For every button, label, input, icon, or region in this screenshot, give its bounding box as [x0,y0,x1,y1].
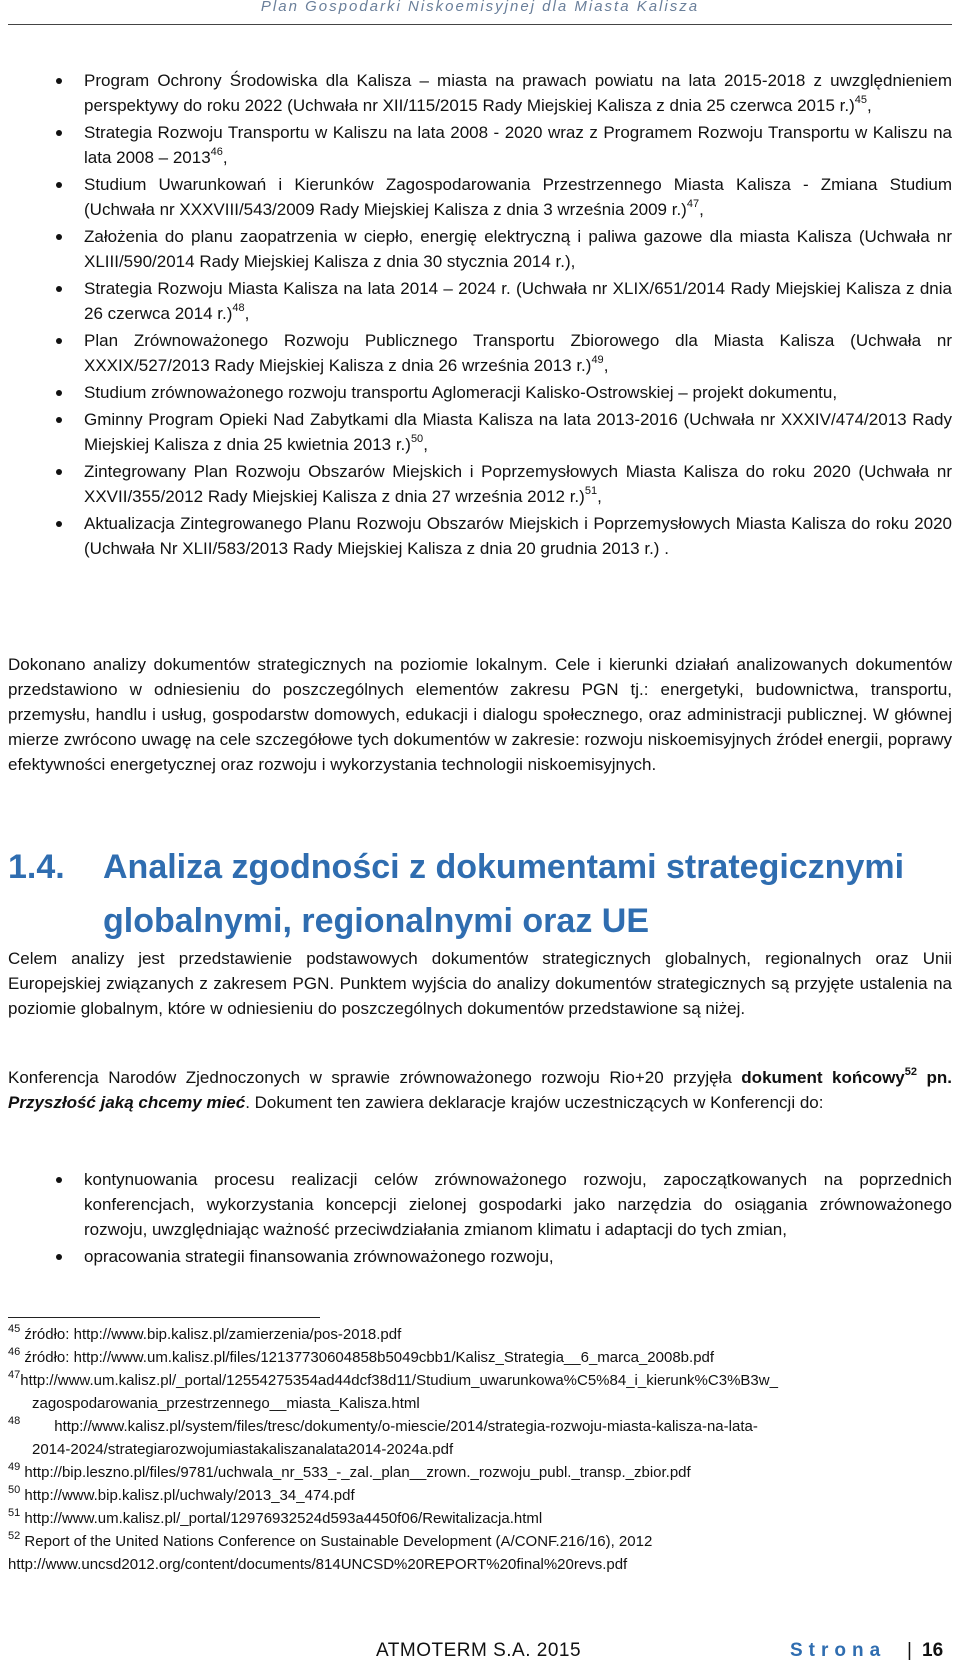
list-item [0,407,960,457]
footnote-number: 46 [8,1346,21,1358]
list-item-suffix: , [244,304,250,323]
footnote-text[interactable]: http://www.um.kalisz.pl/_portal/12554275354ad44dcf38d11/Studium_uwarunkowa%C5%84_i_kierunk%C3%B3w_ [20,1372,778,1389]
footnote [8,1323,952,1346]
list-item [0,328,960,378]
list-item [0,511,960,561]
footnote-text-continued[interactable]: 2014-2024/strategiarozwojumiastakaliszanalata2014-2024a.pdf [32,1441,454,1458]
footnote-ref[interactable]: 52 [904,1066,918,1078]
footnote-text[interactable]: źródło: http://www.um.kalisz.pl/files/12137730604858b5049cbb1/Kalisz_Strategia__6_marca_2008b.pdf [24,1349,715,1366]
footnote-text[interactable]: źródło: http://www.bip.kalisz.pl/zamierzenia/pos-2018.pdf [24,1326,402,1343]
footer-page-label: Strona [790,1640,887,1661]
list-item-text: Program Ochrony Środowiska dla Kalisza – miasta na prawach powiatu na lata 2015-2018 z uwzględnieniem perspektywy do roku 2022 (Uchwała nr XII/115/2015 Rady Miejskiej Kalisza z dnia 25 czerwca 2015 r.) [84,71,952,115]
list-item [0,276,960,326]
footnote-text[interactable]: http://www.um.kalisz.pl/_portal/12976932524d593a4450f06/Rewitalizacja.html [24,1510,543,1527]
list-item-suffix: , [699,200,704,219]
list-item [0,68,960,118]
footnote [8,1461,952,1484]
running-header-title: Plan Gospodarki Niskoemisyjnej dla Miasta Kalisza [260,0,700,15]
paragraph-rio [8,1065,952,1115]
footnote-ref[interactable]: 47 [686,198,700,210]
list-item [0,120,960,170]
section-title: Analiza zgodności z dokumentami strategicznymi globalnymi, regionalnymi oraz UE [103,848,905,940]
paragraph-local-analysis: Dokonano analizy dokumentów strategicznych na poziomie lokalnym. Cele i kierunki działań analizowanych dokumentów przedstawiono w odniesieniu do poszczególnych elementów zakresu PGN tj.: energetyki, budownictwa, transportu, przemysłu, handlu i usług, gospodarstw domowych, edukacji i dialogu społecznego, oraz administracji publicznej. W głównej mierze zwrócono uwagę na cele szczegółowe tych dokumentów w zakresie: rozwoju niskoemisyjnych źródeł energii, poprawy efektywności energetycznej oraz rozwoju i wykorzystania technologii niskoemisyjnych. [8,655,952,774]
footnote-ref[interactable]: 49 [591,354,604,366]
footnote-number: 50 [8,1484,21,1496]
list-item-text: Studium Uwarunkowań i Kierunków Zagospodarowania Przestrzennego Miasta Kalisza - Zmiana Studium (Uchwała nr XXXVIII/543/2009 Rady Miejskiej Kalisza z dnia 3 września 2009 r.) [84,175,952,219]
footnote-ref[interactable]: 50 [410,433,424,445]
footer-company: ATMOTERM S.A. 2015 [376,1640,582,1661]
page-footer [0,1640,960,1670]
bullet-icon [56,1254,62,1260]
list-item-text: Strategia Rozwoju Transportu w Kaliszu na lata 2008 - 2020 wraz z Programem Rozwoju Transportu w Kaliszu na lata 2008 – 2013 [84,123,952,167]
footnote-text-continued[interactable]: zagospodarowania_przestrzennego__miasta_Kalisza.html [32,1395,420,1412]
bullet-icon [56,130,62,136]
list-item [0,1167,960,1242]
footer-separator: | [907,1640,912,1661]
list-item-text: kontynuowania procesu realizacji celów zrównoważonego rozwoju, zapoczątkowanych na poprzednich konferencjach, wykorzystania koncepcji zielonej gospodarki jako narzędzia do osiągania zrównoważonego rozwoju, uwzględniając ważność przeciwdziałania zmianom klimatu i adaptacji do tych zmian, [84,1170,952,1239]
footnote-rule [8,1317,320,1318]
rio-bold-text: dokument końcowy [741,1068,905,1087]
rio-document-title: Przyszłość jaką chcemy mieć [8,1093,246,1112]
list-item-text: opracowania strategii finansowania zrównoważonego rozwoju, [84,1247,554,1266]
list-item-suffix: , [597,487,602,506]
footnote-number: 47 [8,1369,21,1381]
rio-bold-text: pn. [917,1068,953,1087]
footnote [8,1484,952,1507]
list-item-text: Zintegrowany Plan Rozwoju Obszarów Miejskich i Poprzemysłowych Miasta Kalisza do roku 2020 (Uchwała nr XXVII/355/2012 Rady Miejskiej Kalisza z dnia 27 września 2012 r.) [84,462,952,506]
footnote-ref[interactable]: 48 [232,302,245,314]
footnote [8,1346,952,1369]
footnote-text-continued[interactable]: http://www.uncsd2012.org/content/documents/814UNCSD%20REPORT%20final%20revs.pdf [8,1556,628,1573]
footnote-ref[interactable]: 45 [854,94,867,106]
footnote-ref[interactable]: 51 [584,485,598,497]
header-rule [8,24,952,25]
list-item-suffix: , [423,435,428,454]
footnote-number: 51 [8,1507,21,1519]
list-item-text: Założenia do planu zaopatrzenia w ciepło, energię elektryczną i paliwa gazowe dla miasta Kalisza (Uchwała nr XLIII/590/2014 Rady Miejskiej Kalisza z dnia 30 stycznia 2014 r.), [84,227,952,271]
footnote-number: 48 [8,1415,21,1427]
list-item-suffix: , [603,356,609,375]
footnote-number: 52 [8,1530,21,1542]
footnote-text[interactable]: http://www.bip.kalisz.pl/uchwaly/2013_34_474.pdf [24,1487,355,1504]
footnote [8,1369,952,1415]
list-item [0,172,960,222]
bullet-icon [56,417,62,423]
footnote-text[interactable]: http://bip.leszno.pl/files/9781/uchwala_nr_533_-_zal._plan__zrown._rozwoju_publ._transp._zbior.pdf [24,1464,691,1481]
local-documents-list [0,68,960,563]
page-number: 16 [922,1640,944,1661]
list-item [0,459,960,509]
footnote-ref[interactable]: 46 [210,146,223,158]
footnote-number: 49 [8,1461,21,1473]
list-item-text: Aktualizacja Zintegrowanego Planu Rozwoju Obszarów Miejskich i Poprzemysłowych Miasta Kalisza do roku 2020 (Uchwała Nr XLII/583/2013 Rady Miejskiej Kalisza z dnia 20 grudnia 2013 r.) . [84,514,952,558]
list-item [0,224,960,274]
bullet-icon [56,286,62,292]
bullet-icon [56,182,62,188]
paragraph-aim: Celem analizy jest przedstawienie podstawowych dokumentów strategicznych globalnych, regionalnych oraz Unii Europejskiej związanych z zakresem PGN. Punktem wyjścia do analizy dokumentów strategicznych są przyjęte ustalenia na poziomie globalnym, które w odniesieniu do poszczególnych dokumentów przedstawione są niżej. [8,949,952,1018]
list-item-text: Strategia Rozwoju Miasta Kalisza na lata 2014 – 2024 r. (Uchwała nr XLIX/651/2014 Rady Miejskiej Kalisza z dnia 26 czerwca 2014 r.) [84,279,952,323]
footnote [8,1530,952,1576]
bullet-icon [56,78,62,84]
bullet-icon [56,469,62,475]
bullet-icon [56,338,62,344]
bullet-icon [56,390,62,396]
section-number: 1.4. [8,848,65,886]
list-item-suffix: , [867,96,872,115]
running-header [0,0,960,22]
footnotes [8,1323,952,1576]
bullet-icon [56,521,62,527]
list-item [0,1244,960,1269]
bullet-icon [56,1177,62,1183]
list-item [0,380,960,405]
rio-text: . Dokument ten zawiera deklaracje krajów uczestniczących w Konferencji do: [245,1093,824,1112]
footnote-text[interactable]: http://www.kalisz.pl/system/files/tresc/dokumenty/o-miescie/2014/strategia-rozwoju-miasta-kalisza-na-lata- [54,1418,758,1435]
footnote [8,1415,952,1461]
bullet-icon [56,234,62,240]
list-item-suffix: , [222,148,228,167]
rio-text: Konferencja Narodów Zjednoczonych w sprawie zrównoważonego rozwoju Rio+20 przyjęła [8,1068,742,1087]
footnote-number: 45 [8,1323,21,1335]
footnote [8,1507,952,1530]
rio-declarations-list [0,1167,960,1271]
list-item-text: Plan Zrównoważonego Rozwoju Publicznego Transportu Zbiorowego dla Miasta Kalisza (Uchwała nr XXXIX/527/2013 Rady Miejskiej Kalisza z dnia 26 września 2013 r.) [84,331,952,375]
list-item-text: Studium zrównoważonego rozwoju transportu Aglomeracji Kalisko-Ostrowskiej – projekt dokumentu, [84,383,838,402]
list-item-text: Gminny Program Opieki Nad Zabytkami dla Miasta Kalisza na lata 2013-2016 (Uchwała nr XXXIV/474/2013 Rady Miejskiej Kalisza z dnia 25 kwietnia 2013 r.) [84,410,952,454]
footnote-text: Report of the United Nations Conference on Sustainable Development (A/CONF.216/16), 2012 [24,1533,653,1550]
